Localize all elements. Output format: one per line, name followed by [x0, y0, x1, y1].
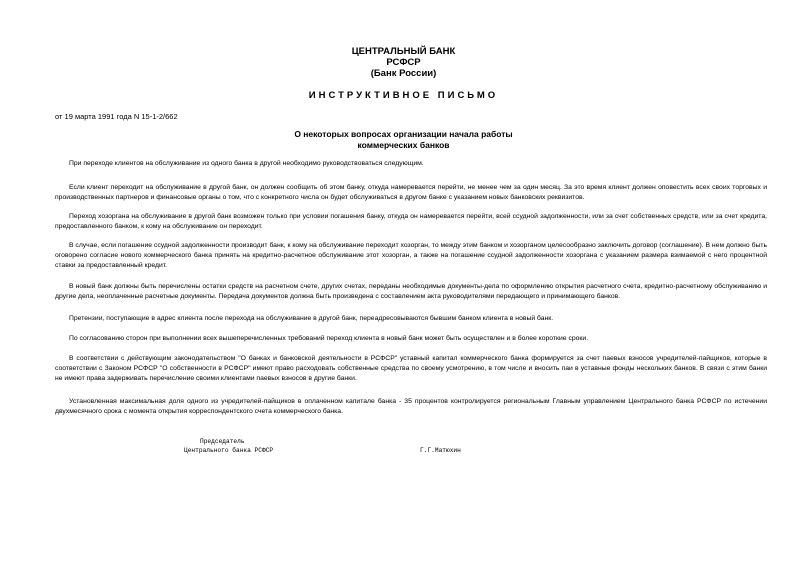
paragraph-7: По согласованию сторон при выполнении всех вышеперечисленных требований переход клиента в новый банк может быть осуществлен и в более короткие сроки. — [69, 335, 589, 342]
signature-position-title: Председатель — [200, 438, 245, 445]
paragraph-4: В случае, если погашение ссудной задолженности производит банк, к кому на обслуживание переходит хозорган, то между этим банком и хозорганом целесообразно заключить договор (соглашение). В нем должно быть оговорено согласие нового коммерческого банка принять на кредитно-расчетное обслуживание этот хозорган, а также на погашение ссудной задолженности хозоргана с указанием размера взимаемой с него процентной ставки за предоставленный кредит. — [55, 242, 767, 269]
paragraph-2: Если клиент переходит на обслуживание в другой банк, он должен сообщить об этом банку, откуда намеревается перейти, не менее чем за один месяц. За это время клиент должен оповестить всех своих торговых и производственных партнеров и финансовые органы о том, что с конкретного числа он будет обслуживаться в другом банке с указанием новых банковских реквизитов. — [55, 184, 767, 201]
paragraph-5: В новый банк должны быть перечислены остатки средств на расчетном счете, других счетах, переданы необходимые документы-дела по оформлению открытия расчетного счета, кредитно-расчетному обслуживанию и другие дела, неоплаченные расчетные документы. Передача документов должна быть произведена с составлением акта руководителями передающего и принимающего банков. — [55, 283, 767, 300]
paragraph-8: В соответствии с действующим законодательством "О банках и банковской деятельности в РСФСР" уставный капитал коммерческого банка формируется за счет паевых взносов учредителей-пайщиков, которые в соответствии с Законом РСФСР "О собственности в РСФСР" имеют право расходовать собственные средства по своему усмотрению, в том числе и вносить паи в уставные фонды нескольких банков. В связи с этим банки не имеют права задерживать перечисление своими клиентами паевых взносов в другие банки. — [55, 355, 767, 382]
signature-position-org: Центрального банка РСФСР — [184, 447, 274, 454]
issuer-line-3: (Банк России) — [370, 68, 437, 79]
document-date: от 19 марта 1991 года N 15-1-2/662 — [55, 112, 178, 121]
paragraph-1: При переходе клиентов на обслуживание из одного банка в другой необходимо руководствоваться следующим. — [69, 160, 424, 167]
paragraph-3: Переход хозоргана на обслуживание в другой банк возможен только при условии погашения банку, откуда он намеревается перейти, всей ссудной задолженности, или за счет собственных средств, или за счет кредита, предоставленного банком, к кому на обслуживание он переходит. — [55, 213, 767, 230]
issuer-line-2: РСФСР — [386, 57, 421, 68]
issuer-header — [0, 46, 807, 79]
document-title — [0, 129, 807, 151]
document-type: ИНСТРУКТИВНОЕ ПИСЬМО — [308, 90, 499, 101]
issuer-line-1: ЦЕНТРАЛЬНЫЙ БАНК — [351, 46, 456, 57]
title-line-1: О некоторых вопросах организации начала работы — [294, 129, 513, 139]
paragraph-9: Установленная максимальная доля одного из учредителей-пайщиков в оплаченном капитале банка - 35 процентов контролируется региональным Главным управлением Центрального банка РСФСР по истечении двухмесячного срока с момента открытия корреспондентского счета коммерческого банка. — [55, 398, 767, 415]
paragraph-6: Претензии, поступающие в адрес клиента после перехода на обслуживание в другой банк, переадресовываются бывшим банком клиента в новый банк. — [69, 315, 554, 322]
signature-name: Г.Г.Матюхин — [420, 447, 461, 454]
title-line-2: коммерческих банков — [357, 140, 450, 150]
